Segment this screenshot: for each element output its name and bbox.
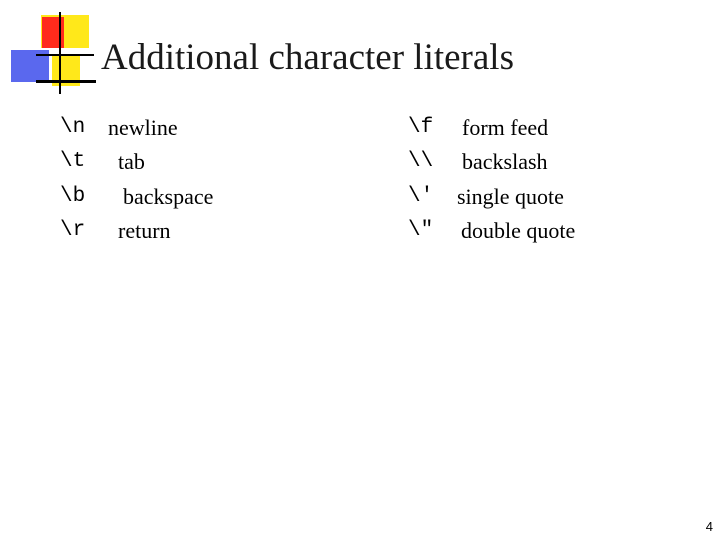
escape-code-backslash: \\ — [408, 150, 434, 173]
escape-code-tab: \t — [60, 150, 86, 173]
escape-desc-form-feed: form feed — [462, 115, 549, 140]
page-number: 4 — [705, 519, 713, 534]
escape-desc-backslash: backslash — [462, 149, 548, 174]
title-underline — [36, 80, 96, 83]
slide-title: Additional character literals — [101, 37, 514, 78]
escape-desc-backspace: backspace — [123, 184, 214, 209]
slide-logo-squares — [0, 0, 100, 100]
escape-desc-return: return — [118, 218, 171, 243]
escape-code-double-quote: \" — [408, 219, 434, 242]
escape-desc-double-quote: double quote — [461, 218, 576, 243]
escape-code-form-feed: \f — [408, 116, 434, 139]
logo-horizontal-line — [36, 54, 94, 56]
escape-code-backspace: \b — [60, 185, 86, 208]
escape-desc-newline: newline — [108, 115, 178, 140]
escape-code-single-quote: \' — [408, 185, 434, 208]
escape-desc-tab: tab — [118, 149, 145, 174]
escape-code-newline: \n — [60, 116, 86, 139]
escape-desc-single-quote: single quote — [457, 184, 564, 209]
escape-code-return: \r — [60, 219, 86, 242]
